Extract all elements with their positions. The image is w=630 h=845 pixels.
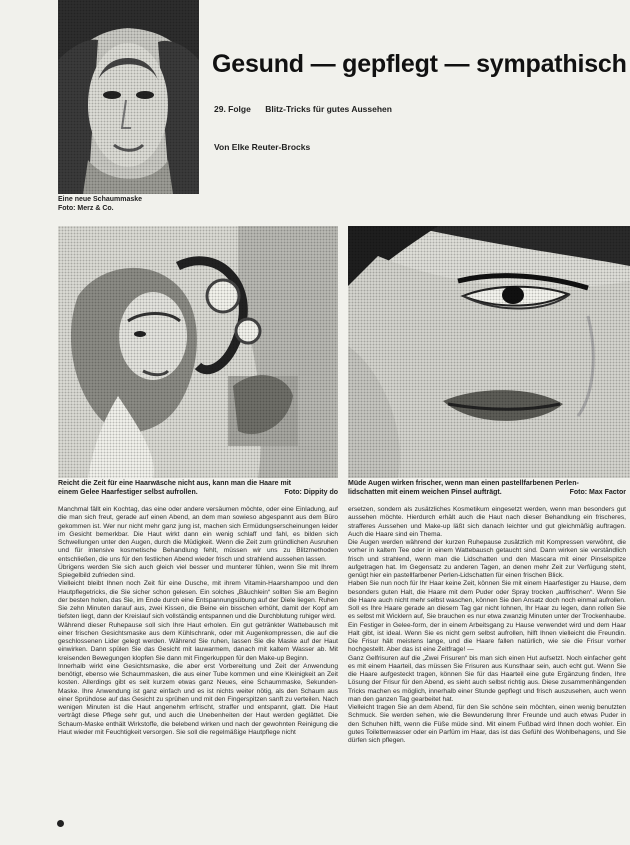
right-caption-text-1: Müde Augen wirken frischer, wenn man einen pastellfarbenen Perlen- xyxy=(348,480,579,487)
eye-makeup-photo xyxy=(348,226,630,478)
portrait-caption xyxy=(58,196,208,213)
body-paragraph: Soll es Ihre Haare gerade an diesem Tag gar nicht lohnen, Ihr Haar zu legen, dann rollen Sie es selbst mit Wicklern auf, Sie brauchen es nur etwa zwanzig Minuten unter der Trockenhaube. Ein Festiger in Gelee-form, der in einem Arbeitsgang zu Hause verwendet wird und dem Haar Halt gibt, ist ideal. Wenn Sie es nicht gern selbst aufrollen, hilft Ihnen vielleicht die Freundin. Die Frisur hält meistens lange, und die Haare fallen natürlich, wie sie die Frisur vorher hochgestellt. Aber das ist eine Zeitfrage! — xyxy=(348,605,626,654)
body-paragraph: Übrigens werden Sie sich auch gleich viel besser und munterer fühlen, wenn Sie mit Ihrem Spiegelbild zufrieden sind. xyxy=(58,563,338,579)
portrait-photo xyxy=(58,0,199,194)
body-left-column xyxy=(58,506,338,830)
series-line xyxy=(214,104,404,114)
author-byline: Von Elke Reuter-Brocks xyxy=(214,142,311,152)
body-paragraph: Vielleicht bleibt Ihnen noch Zeit für eine Dusche, mit ihrem Vitamin-Haarshampoo und den Hautpflegetricks, die Sie sicher schon gelesen. Ein solches „Bäuchlein“ sollten Sie am Beginn der besten holen, das Sie, im Ende durch eine Entspannungsübung auf der Diele liegen. Ruhen Sie zehn Minuten darauf aus, zwei Kissen, die Beine ein bisschen erhöht, damit der Kopf am tiefsten liegt, dann der Kreislauf sich vollständig entspannen und die Durchblutung ruhiger wird. xyxy=(58,580,338,621)
body-paragraph: Vielleicht tragen Sie an dem Abend, für den Sie schöne sein möchten, einen wenig benutzten Schmuck. Sie werden sehen, wie die Bewunderung Ihrer Freunde und auch etwas Puder in den Schuhen hilft, wenn die Füße müde sind. Mit einem Fußbad wird Ihnen doch wohler. Ein gutes Toilettenwasser oder ein Parfüm im Haar, das ist das Gefühl des Wohlbehagens, und Sie dürfen sich pflegen. xyxy=(348,704,626,744)
body-paragraph: ersetzen, sondern als zusätzliches Kosmetikum eingesetzt werden, wenn man besonders gut aussehen möchte. Hierdurch erhält auch die Haut nach dieser Behandlung ein frischeres, strafferes Aussehen und Make-up läßt sich danach leichter und gut gleichmäßig auftragen. Auch die Haare sind ein Thema. xyxy=(348,506,626,538)
portrait-caption-credit: Foto: Merz & Co. xyxy=(58,204,114,212)
left-caption-row xyxy=(58,489,338,498)
article-title: Gesund — gepflegt — sympathisch xyxy=(212,50,627,78)
body-right-column xyxy=(348,506,626,830)
body-paragraph: Die Augen werden während der kurzen Ruhepause zusätzlich mit Kompressen verwöhnt, die vorher in kaltem Tee oder in einem Wattebausch getaucht sind. Dann wirken sie verständlich frisch und strahlend, wenn man die Lidschatten und den Mascara mit einer Pinselspitze aufgetragen hat. Im Gegensatz zu anderen Tagen, an denen mehr Zeit zur Verfügung steht, genügt hier ein pastellfarbener Perlen-Lidschatten für einen frischen Blick. xyxy=(348,539,626,579)
hair-curling-photo xyxy=(58,226,338,478)
page-marker-dot xyxy=(57,820,64,827)
article-subtitle: Blitz-Tricks für gutes Aussehen xyxy=(265,104,392,114)
body-paragraph: Ganz Gelfrisuren auf die „Zwei Frisuren“ bis man sich einen Hut aufsetzt. Noch einfacher geht es mit einem Haarteil, das müssen Sie Frisuren aus Kunsthaar sein, auch echt gut. Wenn Sie die Haare aufgesteckt tragen, können Sie für das Haarteil eine gute Ergänzung finden, Ihre Lösung der Frisur für den Abend, es sieht auch selbst richtig aus. Diese zusammenhängenden Tricks machen es möglich, innerhalb einer Stunde gepflegt und frisch auszusehen, auch wenn man den ganzen Tag gearbeitet hat. xyxy=(348,654,626,703)
right-photo-caption xyxy=(348,480,626,497)
series-number: 29. Folge xyxy=(214,104,251,114)
body-paragraph: Innerhalb wirkt eine Gesichtsmaske, die aber erst Vorbereitung und Zeit der Anwendung benötigt, ebenso wie Schaummasken, die aus einer Tube kommen und eine Kleinigkeit an Zeit kosten. Allerdings gibt es seit kurzem etwas ganz Neues, eine Schaummaske, Sekunden-Maske. Ihre Anwendung ist ganz einfach und es ist nichts weiter nötig, als den Schaum aus einer Sprühdose auf das Gesicht zu sprühen und mit den Fingerspitzen sanft zu verteilen. Nach wenigen Minuten ist die Haut angenehm erfrischt, straffer und entspannt, glatt. Die Haut verträgt diese Pflege sehr gut, und auch die Unebenheiten der Haut werden geglättet. Die Schaum-Maske enthält Wirkstoffe, die belebend wirken und nach der gewohnten Reinigung die Haut wieder mit Feuchtigkeit versorgen. Sie soll die regelmäßige Hautpflege nicht xyxy=(58,662,338,736)
left-caption-text-2: einem Gelee Haarfestiger selbst aufrollen. xyxy=(58,488,198,496)
right-caption-text-2: lidschatten mit einem weichen Pinsel aufträgt. xyxy=(348,488,502,496)
body-paragraph: Während dieser Ruhepause soll sich Ihre Haut erholen. Ein gut getränkter Wattebausch mit einer frischen Gesichtsmaske aus dem Kühlschrank, oder mit Augenkompressen, die auf die geschlossenen Lider gelegt werden. Während Sie ruhen, lassen Sie die Maske auf der Haut einwirken. Dann spülen Sie das Gesicht mit lauwarmem, danach mit kaltem Wasser ab. Mit kreisenden Bewegungen klopfen Sie dann mit Fingerkuppen für den Make-up Beginn. xyxy=(58,621,338,662)
body-paragraph: Haben Sie nun noch für Ihr Haar keine Zeit, können Sie mit einem Haarfestiger zu Hause, dem besonders guten Halt, die Haare mit dem Puder oder Spray trocken „auffrischen“. Wenn Sie die Haare auch nicht mehr selbst waschen, können Sie den Ansatz doch noch einmal aufrollen. xyxy=(348,580,626,604)
left-photo-caption xyxy=(58,480,338,497)
body-paragraph: Manchmal fällt ein Kochtag, das eine oder andere versäumen möchte, oder eine Einladung, auf die man sich freut, gerade auf einen Abend, an dem man sowieso abgespannt aus dem Büro gekommen ist. Wer nur nicht mehr ganz jung ist, machen sich Ermüdungserscheinungen leider im Gesicht bemerkbar. Die Haut wirkt dann ein wenig schlaff und fahl, es bilden sich Schwellungen unter den Augen, durch die Müdigkeit. Wenn die Zeit zum gründlichen Ausruhen und für intensive kosmetische Behandlung fehlt, müssen wir uns zu Blitzmethoden entschließen, die uns für den festlichen Abend wieder frisch und strahlend aussehen lassen. xyxy=(58,506,338,563)
portrait-caption-text: Eine neue Schaummaske xyxy=(58,196,143,203)
left-caption-credit: Foto: Dippity do xyxy=(284,488,338,496)
right-caption-row xyxy=(348,489,626,498)
left-caption-text-1: Reicht die Zeit für eine Haarwäsche nicht aus, kann man die Haare mit xyxy=(58,480,292,487)
right-caption-credit: Foto: Max Factor xyxy=(569,488,626,496)
